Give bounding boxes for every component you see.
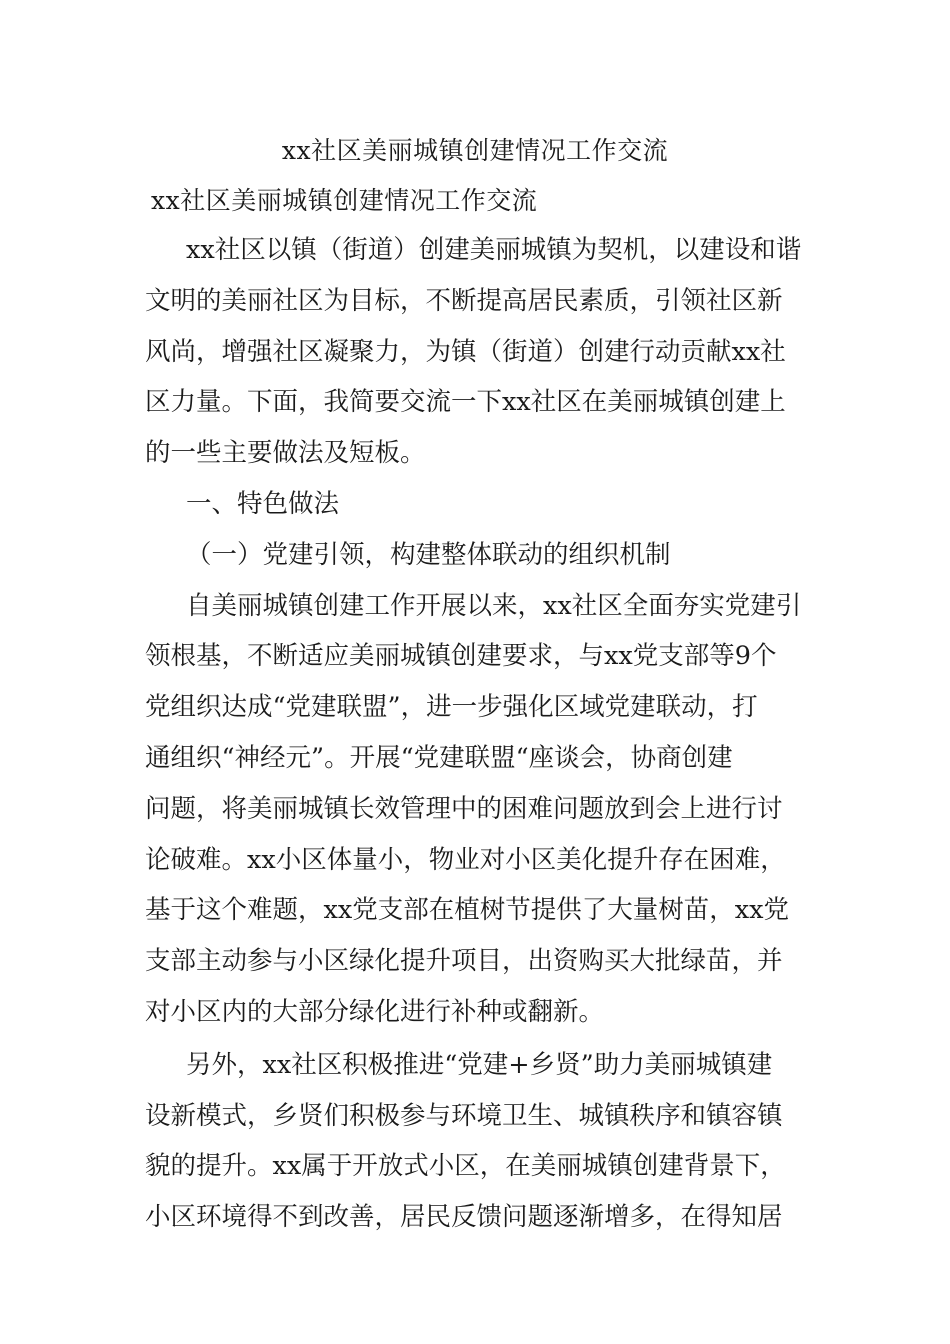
document-body xyxy=(145,225,810,1243)
paragraph-intro: xx社区以镇（街道）创建美丽城镇为契机，以建设和谐 文明的美丽社区为目标，不断提高居民素质，引领社区新 风尚，增强社区凝聚力，为镇（街道）创建行动贡献xx社 区力量。下面，我简要交流一下xx社区在美丽城镇创建上 的一些主要做法及短板。 xyxy=(145,235,802,469)
section-heading: 一、特色做法 xyxy=(186,488,340,519)
paragraph-party-building: 自美丽城镇创建工作开展以来，xx社区全面夯实党建引 领根基，不断适应美丽城镇创建要求，与xx党支部等9个 党组织达成“党建联盟”，进一步强化区域党建联动，打 通组织“神经元”。开展“党建联盟“座谈会，协商创建 问题，将美丽城镇长效管理中的困难问题放到会上进行讨 论破难。xx小区体量小，物业对小区美化提升存在困难， 基于这个难题，xx党支部在植树节提供了大量树苗，xx党 支部主动参与小区绿化提升项目，出资购买大批绿苗，并 对小区内的大部分绿化进行补种或翻新。 xyxy=(145,590,802,1027)
document-subtitle: xx社区美丽城镇创建情况工作交流 xyxy=(151,186,538,215)
document-title: xx社区美丽城镇创建情况工作交流 xyxy=(281,136,669,165)
subsection-heading: （一）党建引领，构建整体联动的组织机制 xyxy=(186,539,671,570)
paragraph-sages: 另外，xx社区积极推进“党建+乡贤”助力美丽城镇建 设新模式，乡贤们积极参与环境卫生、城镇秩序和镇容镇 貌的提升。xx属于开放式小区，在美丽城镇创建背景下， 小区环境得不到改善，居民反馈问题逐渐增多，在得知居 xyxy=(145,1049,786,1233)
